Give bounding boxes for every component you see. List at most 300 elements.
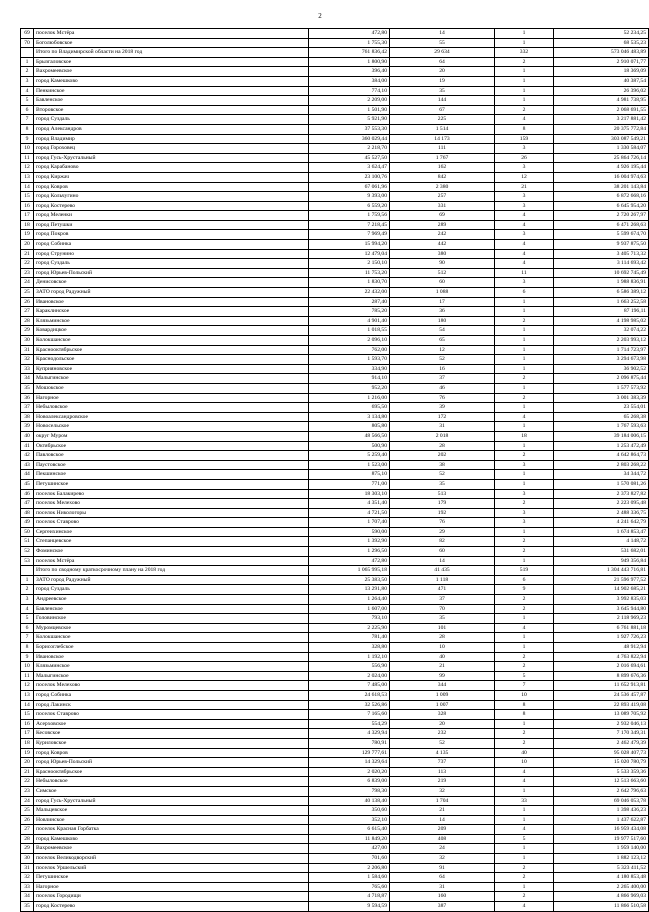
row-number: 13 [21,690,34,700]
row-number: 16 [21,719,34,729]
cost-cell: 13 089 705,92 [554,710,649,720]
residents-cell: 20 [390,719,495,729]
municipality-name: город Меленки [34,211,309,221]
houses-cell: 1 [495,614,554,624]
residents-cell: 17 [390,297,495,307]
table-row [21,249,649,259]
area-cell: 1 501,90 [309,105,390,115]
area-cell: 3 624,47 [309,163,390,173]
area-cell: 472,80 [309,29,390,39]
table-row [21,844,649,854]
residents-cell: 64 [390,873,495,883]
municipality-name: город Юрьев-Польский [34,758,309,768]
residents-cell: 380 [390,249,495,259]
area-cell: 4 721,50 [309,508,390,518]
area-cell: 24 618,53 [309,690,390,700]
cost-cell: 1 882 123,12 [554,854,649,864]
area-cell: 334,90 [309,364,390,374]
row-number: 18 [21,220,34,230]
residents-cell: 40 [390,652,495,662]
table-row [21,163,649,173]
residents-cell: 39 [390,403,495,413]
houses-cell: 1 [495,297,554,307]
table-row [21,748,649,758]
table-row [21,825,649,835]
residents-cell: 21 [390,806,495,816]
row-number: 46 [21,489,34,499]
houses-cell: 33 [495,796,554,806]
table-row [21,681,649,691]
cost-cell: 2 910 071,77 [554,57,649,67]
residents-cell: 91 [390,863,495,873]
area-cell: 761 836,42 [309,48,390,58]
table-row [21,671,649,681]
residents-cell: 10 [390,643,495,653]
cost-cell: 68 535,23 [554,38,649,48]
residents-cell: 160 [390,892,495,902]
table-row [21,652,649,662]
row-number: 30 [21,336,34,346]
cost-cell: 2 720 267,97 [554,211,649,221]
table-total-row [21,566,649,576]
municipality-name: город Суздаль [34,585,309,595]
cost-cell: 4 763 822,94 [554,652,649,662]
area-cell: 3 134,80 [309,412,390,422]
houses-cell: 1 [495,383,554,393]
municipality-name: город Александров [34,124,309,134]
residents-cell: 328 [390,710,495,720]
municipality-name: город Камешково [34,834,309,844]
area-cell: 7 485,00 [309,681,390,691]
row-number: 6 [21,623,34,633]
table-row [21,729,649,739]
residents-cell: 16 [390,364,495,374]
area-cell: 774,10 [309,86,390,96]
cost-cell: 65 268,38 [554,412,649,422]
houses-cell: 8 [495,124,554,134]
residents-cell: 219 [390,777,495,787]
cost-cell: 3 294 673,98 [554,355,649,365]
residents-cell: 209 [390,825,495,835]
cost-cell: 2 203 993,12 [554,336,649,346]
houses-cell: 4 [495,115,554,125]
cost-cell: 1 927 726,23 [554,633,649,643]
municipality-name: поселок Мелехово [34,499,309,509]
municipality-name: город Владимир [34,134,309,144]
residents-cell: 28 [390,633,495,643]
municipality-name: поселок Великодворский [34,854,309,864]
cost-cell: 34 344,72 [554,470,649,480]
residents-cell: 14 173 [390,134,495,144]
row-number: 48 [21,508,34,518]
table-row [21,499,649,509]
row-number: 22 [21,259,34,269]
houses-cell: 1 [495,76,554,86]
cost-cell: 531 682,01 [554,547,649,557]
table-row [21,383,649,393]
municipality-name: Малыгинское [34,374,309,384]
houses-cell: 4 [495,623,554,633]
row-number: 69 [21,29,34,39]
table-row [21,604,649,614]
area-cell: 5 259,40 [309,451,390,461]
cost-cell: 4 981 738,95 [554,96,649,106]
residents-cell: 52 [390,738,495,748]
row-number: 19 [21,748,34,758]
area-cell: 2 150,10 [309,259,390,269]
houses-cell: 4 [495,211,554,221]
row-number: 43 [21,460,34,470]
cost-cell: 8 899 676,36 [554,671,649,681]
area-cell: 2 206,80 [309,863,390,873]
cost-cell: 5 599 674,70 [554,230,649,240]
row-number: 9 [21,134,34,144]
row-number: 24 [21,796,34,806]
residents-cell: 289 [390,220,495,230]
table-row [21,86,649,96]
cost-cell: 2 803 268,22 [554,460,649,470]
residents-cell: 1 514 [390,124,495,134]
area-cell: 793,10 [309,614,390,624]
residents-cell: 35 [390,86,495,96]
area-cell: 12 479,04 [309,249,390,259]
municipality-name: Караклинское [34,307,309,317]
residents-cell: 38 [390,460,495,470]
residents-cell: 41 435 [390,566,495,576]
area-cell: 771,00 [309,479,390,489]
houses-cell: 5 [495,834,554,844]
municipality-name: Мальцевское [34,806,309,816]
municipality-name: город Киржач [34,172,309,182]
cost-cell: 2 373 827,82 [554,489,649,499]
houses-cell: 1 [495,345,554,355]
table-row [21,393,649,403]
houses-cell: 1 [495,719,554,729]
row-number: 10 [21,662,34,672]
row-number: 24 [21,278,34,288]
cost-cell: 4 866 969,03 [554,892,649,902]
municipality-name: Итого по сводному краткосрочному плану на 2018 год [34,566,309,576]
table-row [21,623,649,633]
municipality-name: Бавленское [34,604,309,614]
table-row [21,431,649,441]
municipality-name: Колокшанское [34,336,309,346]
row-number: 2 [21,67,34,77]
houses-cell: 2 [495,393,554,403]
houses-cell: 4 [495,825,554,835]
cost-cell: 95 028 407,73 [554,748,649,758]
table-row [21,403,649,413]
cost-cell: 1 767 593,63 [554,422,649,432]
municipality-name: Клязьминское [34,662,309,672]
row-number: 44 [21,470,34,480]
houses-cell: 1 [495,364,554,374]
row-number: 11 [21,153,34,163]
table-row [21,786,649,796]
houses-cell: 1 [495,96,554,106]
row-number: 49 [21,518,34,528]
municipality-name: Ковардицкое [34,326,309,336]
houses-cell: 1 [495,38,554,48]
houses-cell: 3 [495,508,554,518]
table-row [21,288,649,298]
houses-cell: 3 [495,460,554,470]
table-row [21,182,649,192]
area-cell: 14 329,64 [309,758,390,768]
row-number: 28 [21,316,34,326]
area-cell: 875,10 [309,470,390,480]
table-row [21,614,649,624]
cost-cell: 69 046 053,78 [554,796,649,806]
table-row [21,278,649,288]
area-cell: 45 527,50 [309,153,390,163]
housing-repair-table [20,28,649,912]
table-row [21,777,649,787]
table-total-row [21,48,649,58]
area-cell: 9 594,59 [309,902,390,912]
table-row [21,211,649,221]
residents-cell: 35 [390,479,495,489]
table-row [21,662,649,672]
table-row [21,153,649,163]
row-number: 37 [21,403,34,413]
row-number: 45 [21,479,34,489]
municipality-name: Павловское [34,451,309,461]
houses-cell: 3 [495,518,554,528]
houses-cell: 3 [495,192,554,202]
houses-cell: 21 [495,182,554,192]
municipality-name: Краснооктябрьское [34,767,309,777]
table-row [21,345,649,355]
houses-cell: 2 [495,662,554,672]
houses-cell: 1 [495,355,554,365]
residents-cell: 32 [390,854,495,864]
cost-cell: 12 513 663,60 [554,777,649,787]
area-cell: 1 755,30 [309,38,390,48]
houses-cell: 4 [495,767,554,777]
row-number: 21 [21,767,34,777]
houses-cell: 1 [495,336,554,346]
cost-cell: 18 369,09 [554,67,649,77]
houses-cell: 3 [495,201,554,211]
residents-cell: 180 [390,316,495,326]
houses-cell: 6 [495,288,554,298]
residents-cell: 64 [390,57,495,67]
area-cell: 1 264,40 [309,595,390,605]
row-number [21,48,34,58]
houses-cell: 12 [495,172,554,182]
area-cell: 1 593,70 [309,355,390,365]
residents-cell: 111 [390,144,495,154]
row-number: 1 [21,575,34,585]
area-cell: 554,29 [309,719,390,729]
area-cell: 427,00 [309,844,390,854]
table-row [21,460,649,470]
residents-cell: 82 [390,537,495,547]
table-row [21,643,649,653]
houses-cell: 2 [495,652,554,662]
row-number: 26 [21,297,34,307]
area-cell: 1 018,55 [309,326,390,336]
table-row [21,124,649,134]
municipality-name: Сергеихинское [34,527,309,537]
row-number: 32 [21,355,34,365]
area-cell: 781,40 [309,633,390,643]
residents-cell: 14 [390,29,495,39]
houses-cell: 1 [495,307,554,317]
row-number: 31 [21,863,34,873]
municipality-name: город Кольчугино [34,192,309,202]
municipality-name: город Струнино [34,249,309,259]
row-number: 15 [21,710,34,720]
cost-cell: 3 405 713,32 [554,249,649,259]
municipality-name: город Костерево [34,902,309,912]
area-cell: 2 209,00 [309,96,390,106]
cost-cell: 1 959 140,00 [554,844,649,854]
row-number: 47 [21,499,34,509]
residents-cell: 70 [390,604,495,614]
houses-cell: 3 [495,163,554,173]
houses-cell: 1 [495,326,554,336]
area-cell: 914,10 [309,374,390,384]
residents-cell: 52 [390,355,495,365]
houses-cell: 2 [495,57,554,67]
houses-cell: 18 [495,431,554,441]
row-number: 21 [21,249,34,259]
houses-cell: 11 [495,268,554,278]
cost-cell: 4 926 195,44 [554,163,649,173]
area-cell: 798,30 [309,786,390,796]
residents-cell: 36 [390,307,495,317]
table-row [21,297,649,307]
residents-cell: 232 [390,729,495,739]
houses-cell: 4 [495,249,554,259]
cost-cell: 2 642 796,63 [554,786,649,796]
row-number: 14 [21,700,34,710]
cost-cell: 2 016 694,61 [554,662,649,672]
cost-cell: 2 488 336,75 [554,508,649,518]
row-number: 14 [21,182,34,192]
cost-cell: 15 020 780,79 [554,758,649,768]
table-row [21,902,649,912]
cost-cell: 26 396,02 [554,86,649,96]
houses-cell: 1 [495,29,554,39]
houses-cell: 1 [495,882,554,892]
cost-cell: 16 004 974,63 [554,172,649,182]
houses-cell: 7 [495,681,554,691]
municipality-name: Новосельское [34,422,309,432]
table-row [21,259,649,269]
cost-cell: 1 437 622,87 [554,815,649,825]
municipality-name: Небыловское [34,777,309,787]
cost-cell: 1 570 081,26 [554,479,649,489]
municipality-name: Второвское [34,105,309,115]
residents-cell: 4 135 [390,748,495,758]
table-row [21,29,649,39]
table-row [21,470,649,480]
area-cell: 1 216,00 [309,393,390,403]
residents-cell: 512 [390,268,495,278]
area-cell: 762,00 [309,345,390,355]
municipality-name: Краснооктябрьское [34,345,309,355]
table-row [21,834,649,844]
residents-cell: 29 634 [390,48,495,58]
houses-cell: 1 [495,470,554,480]
residents-cell: 842 [390,172,495,182]
area-cell: 1 065 995,18 [309,566,390,576]
houses-cell: 5 [495,671,554,681]
table-row [21,326,649,336]
municipality-name: Андреевское [34,595,309,605]
area-cell: 11 753,20 [309,268,390,278]
municipality-name: Головинское [34,614,309,624]
municipality-name: город Юрьев-Польский [34,268,309,278]
row-number: 4 [21,86,34,96]
cost-cell: 3 992 835,03 [554,595,649,605]
cost-cell: 2 096 875,44 [554,374,649,384]
municipality-name: поселок Балакирево [34,489,309,499]
municipality-name: Небыловское [34,403,309,413]
cost-cell: 2 118 969,23 [554,614,649,624]
cost-cell: 1 304 443 716,81 [554,566,649,576]
area-cell: 7 218,45 [309,220,390,230]
municipality-name: Петушинское [34,479,309,489]
table-row [21,479,649,489]
cost-cell: 2 068 691,55 [554,105,649,115]
municipality-name: Куприяновское [34,364,309,374]
municipality-name: Паустовское [34,460,309,470]
table-row [21,585,649,595]
row-number: 27 [21,825,34,835]
residents-cell: 162 [390,163,495,173]
row-number: 38 [21,412,34,422]
residents-cell: 471 [390,585,495,595]
municipality-name: поселок Мстёра [34,556,309,566]
municipality-name: город Покров [34,230,309,240]
row-number: 11 [21,671,34,681]
municipality-name: Боголюбовское [34,38,309,48]
houses-cell: 2 [495,547,554,557]
area-cell: 4 718,87 [309,892,390,902]
residents-cell: 202 [390,451,495,461]
residents-cell: 1 009 [390,690,495,700]
cost-cell: 1 398 436,23 [554,806,649,816]
houses-cell: 2 [495,873,554,883]
area-cell: 500,90 [309,441,390,451]
cost-cell: 573 046 483,89 [554,48,649,58]
row-number: 36 [21,393,34,403]
table-row [21,307,649,317]
area-cell: 328,80 [309,643,390,653]
residents-cell: 60 [390,547,495,557]
row-number: 28 [21,834,34,844]
row-number: 35 [21,383,34,393]
table-row [21,575,649,585]
municipality-name: Новоалександровское [34,412,309,422]
residents-cell: 52 [390,470,495,480]
municipality-name: поселок Ставрово [34,518,309,528]
row-number: 12 [21,681,34,691]
table-row [21,863,649,873]
row-number: 13 [21,172,34,182]
houses-cell: 40 [495,748,554,758]
area-cell: 1 523,00 [309,460,390,470]
cost-cell: 2 932 046,13 [554,719,649,729]
residents-cell: 2 018 [390,431,495,441]
cost-cell: 25 864 726,14 [554,153,649,163]
table-row [21,268,649,278]
cost-cell: 10 692 745,49 [554,268,649,278]
